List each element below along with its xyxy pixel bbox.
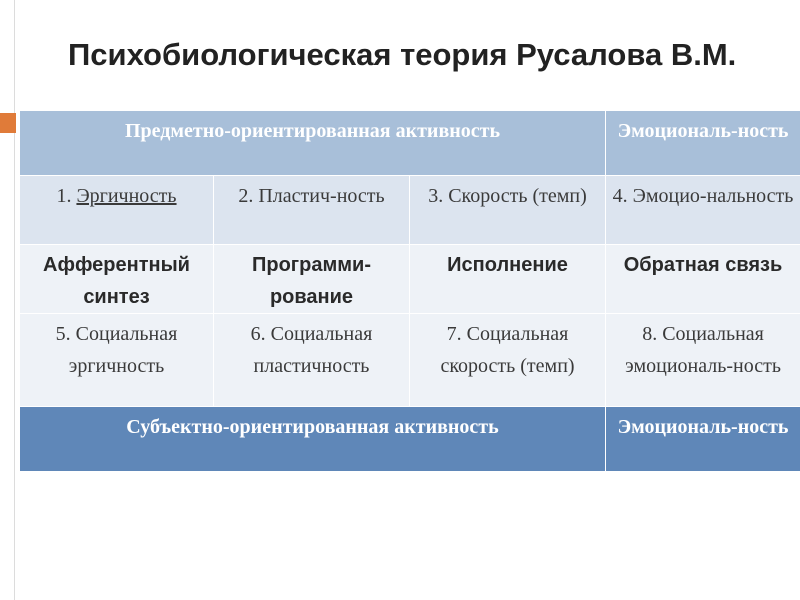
cell-emotionality-label: Эмоцио-нальность: [632, 185, 794, 207]
cell-programming: Программи-рование: [214, 245, 410, 314]
social-row: [20, 314, 800, 407]
cell-speed: [410, 176, 606, 245]
cell-ergicity-label: Эргичность: [76, 185, 177, 207]
header-subject-activity: Субъектно-ориентированная активность: [20, 407, 606, 472]
cell-emotionality: [606, 176, 800, 245]
cell-ergicity: [20, 176, 214, 245]
cell-ergicity-number: 1.: [56, 185, 72, 207]
cell-speed-label: Скорость (темп): [448, 185, 587, 207]
slide-title: Психобиологическая теория Русалова В.М.: [68, 37, 737, 72]
header-row-object-activity: [20, 111, 800, 176]
cell-social-emotionality: 8. Социальная эмоциональ-ность: [606, 314, 800, 407]
accent-square: [0, 113, 16, 133]
header-object-activity: Предметно-ориентированная активность: [20, 111, 606, 176]
cell-afferent-synthesis: Афферентный синтез: [20, 245, 214, 314]
cell-plasticity: [214, 176, 410, 245]
cell-social-speed: 7. Социальная скорость (темп): [410, 314, 606, 407]
cell-speed-number: 3.: [428, 185, 444, 207]
cell-feedback: Обратная связь: [606, 245, 800, 314]
header-row-subject-activity: [20, 407, 800, 472]
left-rule: [14, 0, 15, 600]
header-emotionality: Эмоциональ-ность: [606, 111, 800, 176]
cell-social-plasticity: 6. Социальная пластичность: [214, 314, 410, 407]
process-row: [20, 245, 800, 314]
cell-execution: Исполнение: [410, 245, 606, 314]
rusalov-table: [19, 110, 800, 472]
cell-plasticity-label: Пластич-ность: [258, 185, 385, 207]
cell-social-ergicity: 5. Социальная эргичность: [20, 314, 214, 407]
header-emotionality-bottom: Эмоциональ-ность: [606, 407, 800, 472]
cell-emotionality-number: 4.: [612, 185, 628, 207]
cell-plasticity-number: 2.: [238, 185, 254, 207]
properties-row: [20, 176, 800, 245]
